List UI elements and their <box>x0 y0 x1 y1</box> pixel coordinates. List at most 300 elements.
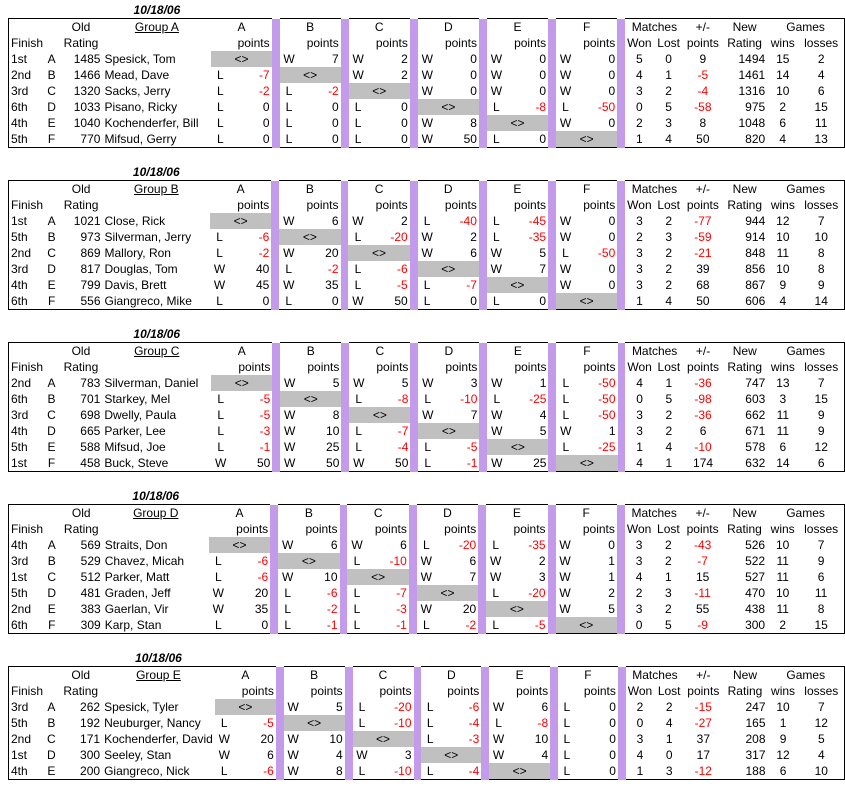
result-letter[interactable]: L <box>426 716 434 730</box>
player-letter[interactable]: E <box>47 602 56 616</box>
result-letter[interactable]: L <box>217 440 224 454</box>
player-letter[interactable]: D <box>47 586 57 600</box>
matches-lost[interactable]: 4 <box>654 131 684 148</box>
matches-lost[interactable]: 3 <box>665 230 673 244</box>
self-match-cell[interactable]: <> <box>487 115 548 131</box>
new-rating[interactable]: 578 <box>745 440 766 454</box>
rating-header[interactable]: Rating <box>63 36 99 50</box>
result-letter[interactable]: L <box>217 68 224 82</box>
result-points[interactable]: 0 <box>608 68 616 82</box>
matches-header[interactable]: Matches <box>625 181 684 198</box>
old-rating[interactable]: 869 <box>80 246 101 260</box>
finish-header[interactable]: Finish <box>9 683 60 699</box>
result-points[interactable]: -25 <box>529 392 547 406</box>
old-rating[interactable]: 300 <box>80 748 101 762</box>
result-points[interactable]: 7 <box>539 262 547 276</box>
new-rating[interactable]: 1461 <box>738 68 766 82</box>
player-letter[interactable]: D <box>47 100 56 114</box>
player-name[interactable]: Pisano, Ricky <box>104 100 178 114</box>
opponent-header[interactable]: A <box>211 19 271 36</box>
plusminus-points[interactable]: -10 <box>694 440 712 454</box>
rating-header[interactable]: Rating <box>727 522 762 536</box>
games-losses[interactable]: 9 <box>798 407 844 423</box>
matches-lost[interactable]: 0 <box>665 52 672 66</box>
matches-lost[interactable]: 2 <box>665 700 673 714</box>
matches-won[interactable]: 4 <box>625 455 653 472</box>
games-losses[interactable]: 6 <box>798 455 844 472</box>
wins-header[interactable]: wins <box>770 36 795 50</box>
player-name[interactable]: Douglas, Tom <box>104 262 178 276</box>
result-letter[interactable]: L <box>492 538 500 552</box>
result-letter[interactable]: W <box>491 408 503 422</box>
result-points[interactable]: 0 <box>608 262 616 276</box>
result-letter[interactable]: L <box>285 84 293 98</box>
self-match-cell[interactable]: <> <box>421 747 481 763</box>
finish-cell[interactable]: 4th <box>9 423 44 439</box>
self-match-cell[interactable]: <> <box>284 715 345 731</box>
result-points[interactable]: 1 <box>608 570 615 584</box>
result-letter[interactable]: L <box>493 392 501 406</box>
player-name[interactable]: Giangreco, Nick <box>102 763 215 780</box>
matches-won[interactable]: 5 <box>636 52 643 66</box>
result-letter[interactable]: L <box>426 700 434 714</box>
player-name[interactable]: Straits, Don <box>104 538 168 552</box>
matches-won[interactable]: 1 <box>625 293 653 310</box>
matches-lost[interactable]: 2 <box>665 602 672 616</box>
opponent-header[interactable]: C <box>347 505 408 522</box>
games-wins[interactable]: 6 <box>779 440 787 454</box>
result-letter[interactable]: L <box>354 100 362 114</box>
self-match-cell[interactable]: <> <box>280 67 341 83</box>
matches-won[interactable]: 1 <box>625 131 653 148</box>
player-name[interactable]: Mallory, Ron <box>104 246 171 260</box>
old-rating[interactable]: 770 <box>60 131 103 148</box>
rating-header[interactable]: Rating <box>63 684 99 698</box>
finish-cell[interactable]: 2nd <box>9 245 44 261</box>
result-letter[interactable]: W <box>421 230 433 244</box>
matches-lost[interactable]: 3 <box>665 116 672 130</box>
result-points[interactable]: 6 <box>267 748 274 762</box>
result-letter[interactable]: W <box>490 554 502 568</box>
old-rating[interactable]: 1040 <box>73 116 101 130</box>
rating-header[interactable]: Rating <box>727 360 763 374</box>
finish-cell[interactable]: 1st <box>9 213 44 229</box>
player-name[interactable]: Giangreco, Mike <box>103 293 211 310</box>
result-letter[interactable]: L <box>349 131 368 148</box>
result-points[interactable]: 0 <box>539 68 547 82</box>
result-letter[interactable]: W <box>212 602 224 616</box>
result-letter[interactable]: W <box>421 68 433 82</box>
self-match-cell[interactable]: <> <box>487 439 548 455</box>
points-header[interactable]: points <box>513 522 546 536</box>
new-rating[interactable]: 317 <box>745 748 766 762</box>
new-rating[interactable]: 1048 <box>738 116 766 130</box>
opponent-header[interactable]: B <box>280 19 341 36</box>
points-header[interactable]: points <box>514 36 547 50</box>
finish-cell[interactable]: 2nd <box>9 731 44 747</box>
plusminus-points[interactable]: 9 <box>699 52 707 66</box>
result-letter[interactable]: W <box>559 570 571 584</box>
result-points[interactable]: 0 <box>539 84 547 98</box>
points-header[interactable]: points <box>310 684 343 698</box>
group-date[interactable]: 10/18/06 <box>133 327 181 341</box>
old-rating[interactable]: 665 <box>80 424 101 438</box>
plusminus-points[interactable]: -36 <box>694 408 712 422</box>
player-letter[interactable]: F <box>43 455 59 472</box>
self-match-cell[interactable]: <> <box>556 455 617 472</box>
old-rating[interactable]: 783 <box>80 376 101 390</box>
result-letter[interactable]: W <box>283 246 295 260</box>
result-letter[interactable]: W <box>421 52 433 66</box>
result-letter[interactable]: W <box>287 700 299 714</box>
result-points[interactable]: 6 <box>469 554 477 568</box>
result-letter[interactable]: W <box>352 52 364 66</box>
plusminus-points[interactable]: 37 <box>696 732 710 746</box>
result-letter[interactable]: W <box>492 732 505 746</box>
result-letter[interactable]: L <box>216 246 223 260</box>
player-letter[interactable]: E <box>47 440 56 454</box>
result-points[interactable]: 6 <box>470 246 477 260</box>
games-losses[interactable]: 7 <box>798 537 844 553</box>
result-points[interactable]: 0 <box>368 131 410 148</box>
games-losses[interactable]: 14 <box>798 293 844 310</box>
result-points[interactable]: -4 <box>468 716 480 730</box>
result-points[interactable]: -20 <box>390 230 408 244</box>
opponent-header[interactable]: D <box>421 667 481 684</box>
plusminus-header[interactable]: +/- <box>684 667 722 684</box>
result-letter[interactable]: L <box>424 440 432 454</box>
result-letter[interactable]: L <box>355 392 363 406</box>
games-wins[interactable]: 15 <box>776 52 790 66</box>
result-points[interactable]: 0 <box>608 52 616 66</box>
new-header[interactable]: New <box>722 343 767 360</box>
result-letter[interactable]: L <box>563 732 571 746</box>
self-match-cell[interactable]: <> <box>211 375 272 391</box>
new-rating[interactable]: 632 <box>722 455 767 472</box>
result-points[interactable]: 0 <box>228 617 270 634</box>
result-points[interactable]: -5 <box>466 440 478 454</box>
old-rating[interactable]: 458 <box>60 455 103 472</box>
plusminus-points[interactable]: 17 <box>696 748 710 762</box>
group-title[interactable]: Group A <box>102 19 211 36</box>
result-points[interactable]: -6 <box>468 700 480 714</box>
result-letter[interactable]: L <box>214 554 222 568</box>
games-wins[interactable]: 3 <box>779 392 787 406</box>
player-name[interactable]: Gaerlan, Vir <box>104 602 169 616</box>
self-match-cell[interactable]: <> <box>486 601 547 617</box>
opponent-header[interactable]: C <box>348 181 409 198</box>
matches-won[interactable]: 4 <box>636 68 643 82</box>
new-rating[interactable]: 165 <box>745 716 766 730</box>
result-letter[interactable]: W <box>284 376 296 390</box>
result-letter[interactable]: L <box>354 278 362 292</box>
result-letter[interactable]: W <box>213 262 226 276</box>
result-points[interactable]: -3 <box>396 602 407 616</box>
result-points[interactable]: 3 <box>470 376 478 390</box>
result-points[interactable]: 0 <box>470 68 477 82</box>
points-header[interactable]: points <box>376 360 409 374</box>
result-points[interactable]: 8 <box>332 408 340 422</box>
result-points[interactable]: 50 <box>367 293 409 310</box>
result-points[interactable]: -50 <box>597 100 616 114</box>
matches-lost[interactable]: 5 <box>665 392 673 406</box>
plusminus-points[interactable]: 50 <box>684 293 722 310</box>
rating-header[interactable]: Rating <box>727 36 762 50</box>
result-points[interactable]: 20 <box>325 246 339 260</box>
points-header[interactable]: points <box>445 360 478 374</box>
old-rating[interactable]: 556 <box>60 293 103 310</box>
result-letter[interactable]: L <box>284 602 291 616</box>
games-losses[interactable]: 13 <box>798 131 844 148</box>
points-header[interactable]: points <box>379 684 412 698</box>
finish-cell[interactable]: 5th <box>9 229 44 245</box>
games-losses[interactable]: 15 <box>798 617 844 634</box>
result-points[interactable]: 50 <box>368 455 410 472</box>
result-letter[interactable]: L <box>217 116 224 130</box>
new-rating[interactable]: 867 <box>745 278 766 292</box>
games-losses[interactable]: 7 <box>798 375 844 391</box>
result-points[interactable]: 8 <box>470 116 477 130</box>
matches-lost[interactable]: 2 <box>665 214 673 228</box>
games-losses[interactable]: 8 <box>798 601 844 617</box>
finish-cell[interactable]: 3rd <box>9 407 44 423</box>
self-match-cell[interactable]: <> <box>353 731 414 747</box>
result-letter[interactable]: L <box>486 617 505 634</box>
games-losses[interactable]: 6 <box>798 83 844 99</box>
self-match-cell[interactable]: <> <box>556 617 617 634</box>
result-letter[interactable]: W <box>352 214 364 228</box>
games-wins[interactable]: 2 <box>779 100 787 114</box>
plusminus-points[interactable]: 8 <box>699 116 707 130</box>
result-letter[interactable]: W <box>421 116 433 130</box>
result-letter[interactable]: L <box>215 763 234 780</box>
result-letter[interactable]: L <box>216 230 223 244</box>
matches-won[interactable]: 2 <box>635 586 643 600</box>
result-letter[interactable]: L <box>563 748 571 762</box>
result-points[interactable]: -45 <box>528 214 547 228</box>
opponent-header[interactable]: F <box>558 667 618 684</box>
new-rating[interactable]: 975 <box>745 100 766 114</box>
games-wins[interactable]: 11 <box>776 570 789 584</box>
losses-header[interactable]: losses <box>798 35 844 51</box>
games-wins[interactable]: 11 <box>776 408 790 422</box>
result-letter[interactable]: L <box>423 214 431 228</box>
player-name[interactable]: Silverman, Jerry <box>104 230 192 244</box>
new-rating[interactable]: 470 <box>745 586 766 600</box>
games-losses[interactable]: 15 <box>798 391 844 407</box>
points-header[interactable]: points <box>583 684 616 698</box>
opponent-header[interactable]: A <box>210 181 271 198</box>
plusminus-header[interactable]: +/- <box>684 343 722 360</box>
result-points[interactable]: -50 <box>598 408 616 422</box>
points-header[interactable]: points <box>237 36 270 50</box>
result-letter[interactable]: L <box>353 763 372 780</box>
self-match-cell[interactable]: <> <box>556 293 617 310</box>
finish-cell[interactable]: 3rd <box>9 261 44 277</box>
finish-cell[interactable]: 4th <box>9 277 44 293</box>
result-points[interactable]: 0 <box>609 748 616 762</box>
result-letter[interactable]: L <box>418 455 437 472</box>
self-match-cell[interactable]: <> <box>418 423 479 439</box>
result-letter[interactable]: L <box>217 84 224 98</box>
result-points[interactable]: 5 <box>539 246 547 260</box>
result-points[interactable]: -1 <box>437 455 479 472</box>
self-match-cell[interactable]: <> <box>211 51 271 67</box>
points-header[interactable]: points <box>582 522 615 536</box>
result-letter[interactable]: L <box>354 116 362 130</box>
matches-lost[interactable]: 2 <box>665 278 673 292</box>
player-name[interactable]: Kochenderfer, David <box>104 732 213 746</box>
result-letter[interactable]: L <box>492 586 500 600</box>
result-points[interactable]: -2 <box>326 602 338 616</box>
result-letter[interactable]: W <box>559 84 572 98</box>
opponent-header[interactable]: E <box>487 343 548 360</box>
self-match-cell[interactable]: <> <box>279 229 340 245</box>
finish-cell[interactable]: 3rd <box>9 83 44 99</box>
result-letter[interactable]: L <box>280 131 299 148</box>
finish-header[interactable]: Finish <box>9 359 60 375</box>
result-points[interactable]: 10 <box>324 570 338 584</box>
old-rating[interactable]: 1320 <box>73 84 101 98</box>
result-points[interactable]: 0 <box>437 293 479 310</box>
old-rating[interactable]: 529 <box>80 554 101 568</box>
result-points[interactable]: -6 <box>397 262 408 276</box>
finish-cell[interactable]: 3rd <box>9 699 44 715</box>
new-header[interactable]: New <box>722 181 767 198</box>
result-letter[interactable]: W <box>559 538 571 552</box>
player-letter[interactable]: E <box>47 278 56 292</box>
opponent-header[interactable]: B <box>284 667 345 684</box>
result-points[interactable]: 0 <box>576 763 618 780</box>
result-letter[interactable]: W <box>356 748 368 762</box>
games-wins[interactable]: 4 <box>767 293 798 310</box>
new-rating[interactable]: 848 <box>745 246 766 260</box>
result-points[interactable]: 40 <box>255 262 270 276</box>
result-letter[interactable]: W <box>490 246 502 260</box>
result-points[interactable]: -5 <box>259 392 271 406</box>
result-points[interactable]: 5 <box>335 700 343 714</box>
matches-lost[interactable]: 1 <box>665 376 673 390</box>
result-letter[interactable]: L <box>210 293 229 310</box>
result-points[interactable]: 0 <box>608 278 616 292</box>
player-name[interactable]: Graden, Jeff <box>104 586 171 600</box>
points-header[interactable]: points <box>375 36 408 50</box>
matches-won[interactable]: 2 <box>636 700 644 714</box>
old-header[interactable]: Old <box>60 181 103 198</box>
matches-lost[interactable]: 2 <box>665 84 672 98</box>
result-points[interactable]: 0 <box>539 52 547 66</box>
result-letter[interactable]: W <box>351 538 363 552</box>
result-letter[interactable]: L <box>278 617 297 634</box>
opponent-header[interactable]: A <box>215 667 276 684</box>
finish-cell[interactable]: 6th <box>9 391 44 407</box>
new-rating[interactable]: 662 <box>745 408 766 422</box>
plusminus-points[interactable]: -12 <box>684 763 722 780</box>
matches-lost[interactable]: 1 <box>665 732 673 746</box>
matches-won[interactable]: 3 <box>636 84 643 98</box>
old-rating[interactable]: 171 <box>80 732 101 746</box>
plusminus-points[interactable]: 174 <box>684 455 722 472</box>
self-match-cell[interactable]: <> <box>210 213 271 229</box>
result-points[interactable]: -6 <box>257 570 269 584</box>
games-wins[interactable]: 10 <box>776 538 790 552</box>
points-header[interactable]: points <box>444 36 477 50</box>
games-header[interactable]: Games <box>767 343 844 360</box>
plusminus-points[interactable]: -7 <box>697 554 708 568</box>
group-title[interactable]: Group D <box>103 505 209 522</box>
self-match-cell[interactable]: <> <box>278 553 339 569</box>
old-rating[interactable]: 698 <box>80 408 101 422</box>
points-header[interactable]: points <box>514 360 547 374</box>
opponent-header[interactable]: F <box>556 181 617 198</box>
result-points[interactable]: -35 <box>528 230 547 244</box>
result-letter[interactable]: W <box>421 84 433 98</box>
self-match-cell[interactable]: <> <box>215 699 276 715</box>
opponent-header[interactable]: B <box>280 343 341 360</box>
old-rating[interactable]: 481 <box>80 586 101 600</box>
plusminus-header[interactable]: +/- <box>683 505 721 522</box>
result-points[interactable]: 10 <box>329 732 343 746</box>
result-points[interactable]: -50 <box>598 392 616 406</box>
old-rating[interactable]: 1485 <box>73 52 101 66</box>
games-wins[interactable]: 10 <box>776 700 790 714</box>
old-rating[interactable]: 309 <box>60 617 103 634</box>
matches-lost[interactable]: 2 <box>665 246 673 260</box>
self-match-cell[interactable]: <> <box>487 277 548 293</box>
result-points[interactable]: 6 <box>400 538 407 552</box>
player-letter[interactable]: B <box>47 68 56 82</box>
result-points[interactable]: 5 <box>401 376 409 390</box>
player-name[interactable]: Close, Rick <box>104 214 166 228</box>
new-rating[interactable]: 914 <box>745 230 766 244</box>
matches-won[interactable]: 2 <box>636 230 643 244</box>
result-points[interactable]: -7 <box>397 424 409 438</box>
new-rating[interactable]: 438 <box>745 602 766 616</box>
player-letter[interactable]: C <box>47 732 56 746</box>
matches-won[interactable]: 3 <box>635 538 643 552</box>
points-header[interactable]: points <box>444 198 477 212</box>
result-points[interactable]: 0 <box>262 116 270 130</box>
opponent-header[interactable]: E <box>487 181 548 198</box>
self-match-cell[interactable]: <> <box>347 569 408 585</box>
player-letter[interactable]: E <box>47 116 56 130</box>
result-points[interactable]: -10 <box>394 716 412 730</box>
result-letter[interactable]: L <box>220 716 228 730</box>
player-name[interactable]: Chavez, Micah <box>104 554 185 568</box>
player-name[interactable]: Neuburger, Nancy <box>104 716 201 730</box>
result-points[interactable]: 5 <box>332 376 340 390</box>
finish-cell[interactable]: 6th <box>9 293 44 310</box>
result-points[interactable]: 7 <box>469 570 477 584</box>
self-match-cell[interactable]: <> <box>349 83 410 99</box>
lost-header[interactable]: Lost <box>657 360 681 374</box>
new-rating[interactable]: 606 <box>722 293 767 310</box>
new-rating[interactable]: 1494 <box>738 52 766 66</box>
points-header[interactable]: points <box>306 198 339 212</box>
points-header[interactable]: points <box>238 360 271 374</box>
new-rating[interactable]: 208 <box>745 732 766 746</box>
result-letter[interactable]: L <box>355 440 363 454</box>
matches-won[interactable]: 0 <box>636 392 643 406</box>
plusminus-points[interactable]: 39 <box>696 262 710 276</box>
plusminus-points[interactable]: 55 <box>695 602 710 616</box>
result-points[interactable]: -1 <box>367 617 409 634</box>
opponent-header[interactable]: D <box>418 181 479 198</box>
result-points[interactable]: 0 <box>608 538 615 552</box>
rating-header[interactable]: Rating <box>63 198 99 212</box>
player-name[interactable]: Kochenderfer, Bill <box>104 116 199 130</box>
opponent-header[interactable]: C <box>353 667 414 684</box>
